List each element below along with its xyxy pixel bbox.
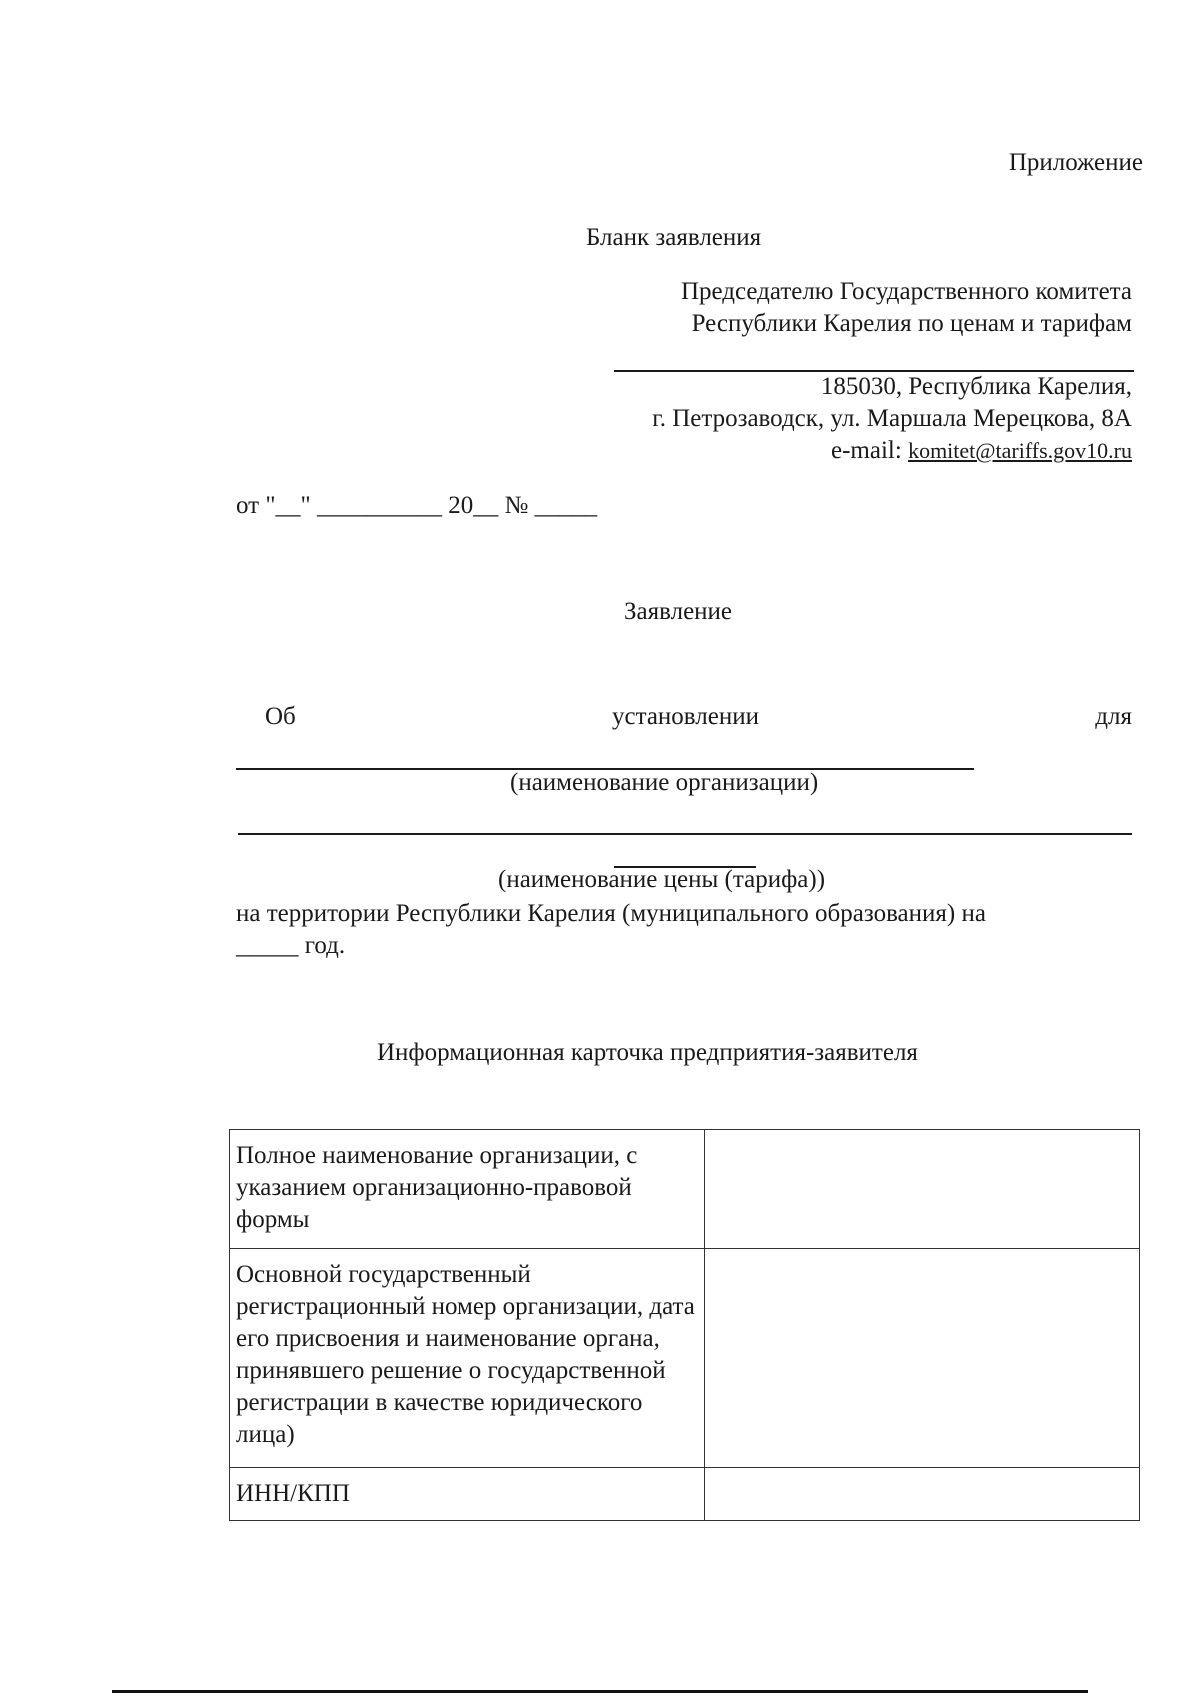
table-cell-value[interactable]: [705, 1249, 1140, 1468]
page-bottom-rule: [112, 1690, 1088, 1693]
about-word-dlya: для: [1095, 703, 1132, 730]
recipient-line-1: Председателю Государственного комитета: [680, 278, 1132, 305]
about-word-ustanovlenii: установлении: [612, 703, 759, 730]
table-cell-label: Основной государственный регистрационный номер организации, дата его присвоения и наименование органа, принявшего решение о государственной регистрации в качестве юридического лица): [230, 1249, 705, 1468]
territory-line-2[interactable]: _____ год.: [236, 932, 346, 959]
address-line-1: 185030, Республика Карелия,: [820, 373, 1132, 400]
table-cell-label: ИНН/КПП: [230, 1468, 705, 1521]
table-cell-value[interactable]: [705, 1130, 1140, 1249]
email-link[interactable]: komitet@tariffs.gov10.ru: [908, 438, 1132, 463]
email-line: [652, 435, 1132, 467]
appendix-label: Приложение: [1008, 149, 1143, 176]
address-block: [652, 371, 1132, 467]
table-row: [230, 1468, 1140, 1521]
info-card-table: [229, 1129, 1140, 1521]
info-card-title: Информационная карточка предприятия-заявителя: [377, 1039, 918, 1066]
email-label: e-mail:: [831, 437, 902, 464]
statement-about-row: [236, 702, 1132, 734]
table-row: [230, 1130, 1140, 1249]
address-line-2: г. Петрозаводск, ул. Маршала Мерецкова, 8А: [652, 405, 1132, 432]
organization-name-caption: (наименование организации): [510, 769, 819, 796]
table-row: [230, 1249, 1140, 1468]
about-word-ob: Об: [265, 703, 296, 730]
statement-title: Заявление: [624, 598, 733, 625]
blank-title: Бланк заявления: [586, 224, 762, 251]
territory-line-1: на территории Республики Карелия (муниципального образования) на: [236, 900, 986, 927]
tariff-name-blank-line-1[interactable]: [238, 833, 1132, 835]
date-number-line[interactable]: от "__" __________ 20__ № _____: [236, 492, 598, 519]
table-cell-value[interactable]: [705, 1468, 1140, 1521]
recipient-block: [681, 276, 1132, 340]
recipient-line-2: Республики Карелия по ценам и тарифам: [691, 310, 1132, 337]
territory-text: [236, 898, 1126, 962]
tariff-name-caption: (наименование цены (тарифа)): [498, 866, 826, 893]
table-cell-label: Полное наименование организации, с указанием организационно-правовой формы: [230, 1130, 705, 1249]
